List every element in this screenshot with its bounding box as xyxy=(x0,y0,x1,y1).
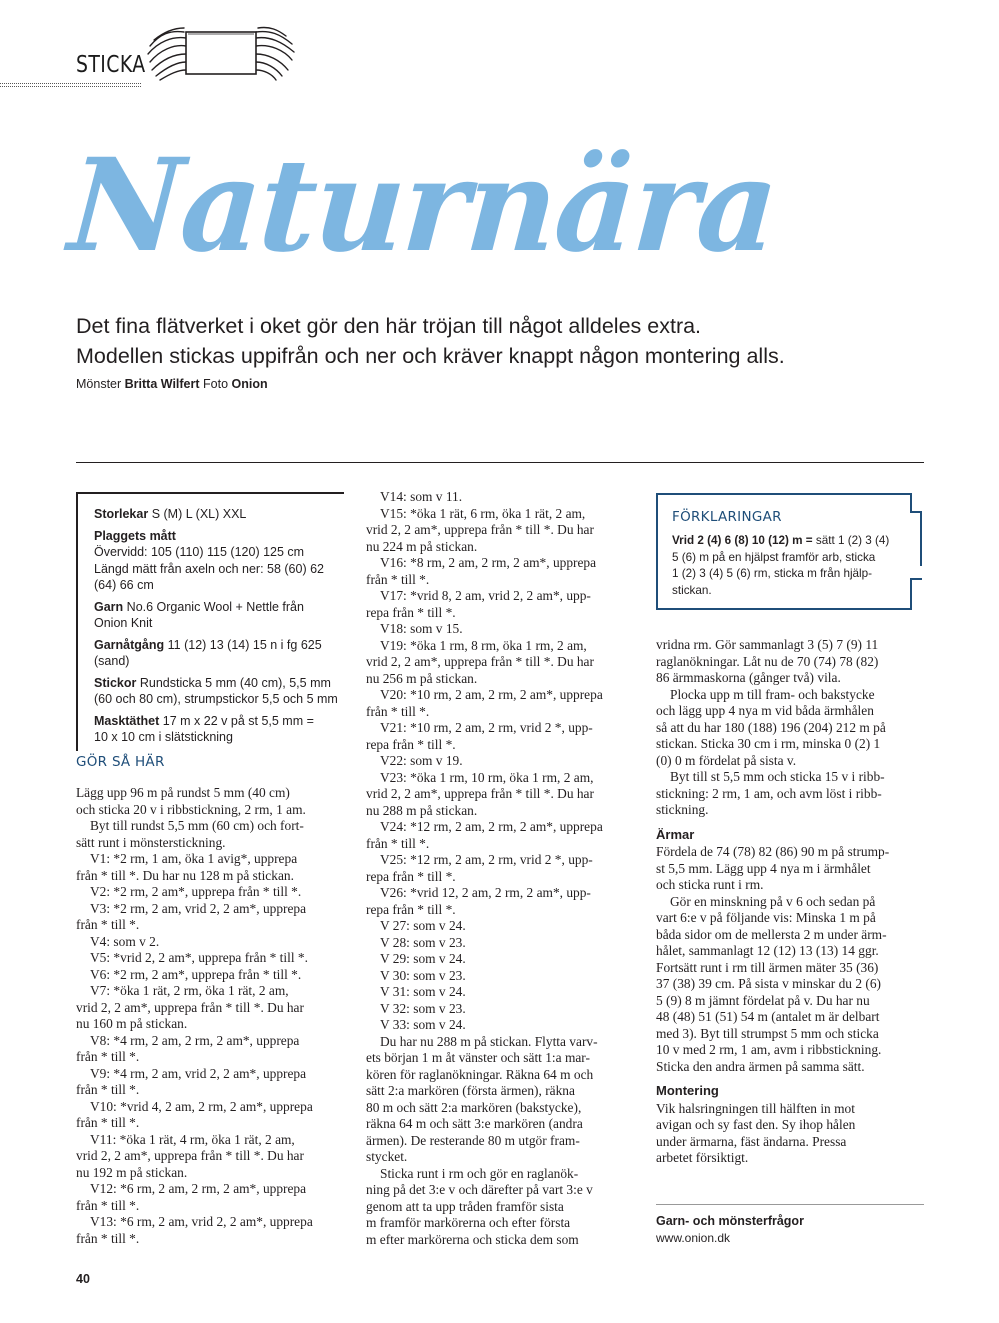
instructions-column-2 xyxy=(366,489,603,1248)
text-line: Gör en minskning på v 6 och sedan på xyxy=(670,893,876,909)
text-line: nu 192 m på stickan. xyxy=(76,1164,188,1180)
contact-url: www.onion.dk xyxy=(656,1231,731,1245)
text-line: hålet, sammanlagt 12 (12) 13 (13) 14 ggr. xyxy=(656,943,879,958)
text-line: V 32: som v 23. xyxy=(380,1000,466,1016)
text-line: nu 224 m på stickan. xyxy=(366,538,478,554)
assembly-heading: Montering xyxy=(656,1083,719,1098)
spec-label: Masktäthet xyxy=(94,713,160,728)
article-credit xyxy=(76,377,268,391)
text-line: Sticka runt i rm och gör en raglanök- xyxy=(380,1165,579,1181)
text-line: V23: *öka 1 rm, 10 rm, öka 1 rm, 2 am, xyxy=(380,769,594,785)
text-line: 86 ärmmaskorna (gånger två) vila. xyxy=(656,670,841,685)
lede-line: Det fina flätverket i oket gör den här tröjan till något alldeles extra. xyxy=(76,314,702,338)
box-edge xyxy=(920,511,922,566)
text-line: från * till *. Du har nu 128 m på stickan. xyxy=(76,867,294,883)
text-line: Byt till rundst 5,5 mm (60 cm) och fort- xyxy=(90,818,304,833)
box-edge xyxy=(910,578,912,610)
text-line: V2: *2 rm, 2 am*, upprepa från * till *. xyxy=(90,884,302,899)
contact-title: Garn- och mönsterfrågor xyxy=(656,1214,804,1228)
text-line: (0) 0 m fördelat på sista v. xyxy=(656,752,797,768)
text-line: från * till *. xyxy=(76,917,140,932)
text-line: Du har nu 288 m på stickan. Flytta varv- xyxy=(380,1033,598,1049)
text-line: repa från * till *. xyxy=(366,736,456,752)
credit-pattern-name: Britta Wilfert xyxy=(124,377,200,391)
specs-top-rule xyxy=(76,492,344,494)
spec-item xyxy=(94,637,344,670)
text-line: V 31: som v 24. xyxy=(380,984,466,999)
spec-label: Plaggets mått xyxy=(94,528,176,543)
text-line: raglanökningar. Låt nu de 70 (74) 78 (82) xyxy=(656,653,879,669)
text-line: båda sidor om de mellersta 2 m under ärm- xyxy=(656,926,887,942)
text-line: stycket. xyxy=(366,1149,408,1164)
explanations-box xyxy=(656,493,910,610)
text-line: V25: *12 rm, 2 am, 2 rm, vrid 2 *, upp- xyxy=(380,852,593,867)
spec-item xyxy=(94,675,344,708)
text-line: 5 (9) 8 m jämnt fördelat på v. Du har nu xyxy=(656,992,870,1008)
text-line: stickan. Sticka 30 cm i rm, minska 0 (2) 1 xyxy=(656,736,881,751)
text-line: vrid 2, 2 am*, upprepa från * till *. Du har xyxy=(76,999,304,1015)
page-number: 40 xyxy=(76,1272,90,1286)
text-line: V18: som v 15. xyxy=(380,621,463,636)
text-line: Fortsätt runt i rm till ärmen mäter 35 (36) xyxy=(656,959,879,975)
text-line: och lägg upp 4 nya m vid båda ärmhålen xyxy=(656,703,874,718)
text-line: från * till *. xyxy=(366,703,430,719)
text-line: nu 256 m på stickan. xyxy=(366,670,478,686)
text-line: från * till *. xyxy=(76,1230,140,1246)
text-line: arbetet försiktigt. xyxy=(656,1150,749,1165)
explanation-text: stickan. xyxy=(672,583,712,597)
text-line: V6: *2 rm, 2 am*, upprepa från * till *. xyxy=(90,966,302,982)
spec-item xyxy=(94,599,344,632)
text-line: ärmen). De resterande 80 m utgör fram- xyxy=(366,1132,580,1148)
text-line: från * till *. xyxy=(366,835,430,851)
text-line: V12: *6 rm, 2 am, 2 rm, 2 am*, upprepa xyxy=(90,1181,307,1196)
text-line: m efter markörerna och sticka dem som xyxy=(366,1231,579,1247)
spec-label: Storlekar xyxy=(94,507,149,521)
howto-heading: GÖR SÅ HÄR xyxy=(76,754,165,770)
text-line: vart 6:e v på följande vis: Minska 1 m på xyxy=(656,910,876,925)
text-line: V 30: som v 23. xyxy=(380,967,466,983)
explanation-text: 1 (2) 3 (4) 5 (6) rm, sticka m från hjälp- xyxy=(672,567,873,580)
article-lede xyxy=(76,311,936,371)
text-line: repa från * till *. xyxy=(366,868,456,884)
box-edge xyxy=(910,578,922,580)
text-line: vrid 2, 2 am*, upprepa från * till *. Du har xyxy=(366,522,594,537)
explanation-text: sätt 1 (2) 3 (4) xyxy=(812,534,890,547)
spec-item xyxy=(94,713,344,746)
spec-label: Stickor xyxy=(94,675,137,690)
text-line: så att du har 180 (188) 196 (204) 212 m på xyxy=(656,719,886,735)
text-line: V21: *10 rm, 2 am, 2 rm, vrid 2 *, upp- xyxy=(380,720,593,735)
credit-photo-name: Onion xyxy=(231,377,268,391)
text-line: V17: *vrid 8, 2 am, vrid 2, 2 am*, upp- xyxy=(380,588,591,603)
text-line: V11: *öka 1 rät, 4 rm, öka 1 rät, 2 am, xyxy=(90,1131,295,1147)
text-line: och sticka runt i rm. xyxy=(656,877,764,892)
text-line: stickning. xyxy=(656,802,709,817)
text-line: avigan och sy fast den. Sy ihop hålen xyxy=(656,1117,856,1132)
text-line: Vik halsringningen till hälften in mot xyxy=(656,1100,855,1116)
spec-item xyxy=(94,528,344,594)
spec-value: Längd mätt från axeln och ner: 58 (60) 62 xyxy=(94,561,325,576)
text-line: V10: *vrid 4, 2 am, 2 rm, 2 am*, upprepa xyxy=(90,1098,313,1114)
explanation-term: Vrid 2 (4) 6 (8) 10 (12) m = xyxy=(672,534,813,547)
text-line: genom att ta upp tråden framför sista xyxy=(366,1198,564,1214)
text-line: ets början 1 m åt vänster och sätt 1:a mar- xyxy=(366,1050,590,1065)
spec-value: S (M) L (XL) XXL xyxy=(151,507,247,521)
spec-value: (64) 66 cm xyxy=(94,578,154,592)
horizontal-divider xyxy=(76,462,924,463)
text-line: V19: *öka 1 rm, 8 rm, öka 1 rm, 2 am, xyxy=(380,637,587,653)
spec-value: No.6 Organic Wool + Nettle från xyxy=(126,599,304,614)
text-line: under ärmarna, fäst ändarna. Pressa xyxy=(656,1133,847,1149)
text-line: V20: *10 rm, 2 am, 2 rm, 2 am*, upprepa xyxy=(380,687,603,702)
instructions-column-3 xyxy=(656,637,889,1167)
text-line: V3: *2 rm, 2 am, vrid 2, 2 am*, upprepa xyxy=(90,900,307,916)
text-line: vrid 2, 2 am*, upprepa från * till *. Du har xyxy=(76,1148,304,1163)
spec-item xyxy=(94,506,344,523)
explanations-title: FÖRKLARINGAR xyxy=(672,509,782,525)
spec-value: Rundsticka 5 mm (40 cm), 5,5 mm xyxy=(139,675,331,690)
text-line: V1: *2 rm, 1 am, öka 1 avig*, upprepa xyxy=(90,851,298,866)
text-line: Byt till st 5,5 mm och sticka 15 v i ribb- xyxy=(670,769,885,784)
spec-value: 11 (12) 13 (14) 15 n i fg 625 (sand) xyxy=(94,637,322,668)
text-line: från * till *. xyxy=(366,571,430,587)
explanations-body xyxy=(672,533,889,599)
text-line: V 29: som v 24. xyxy=(380,951,466,966)
box-edge xyxy=(910,493,912,513)
text-line: Sticka den andra ärmen på samma sätt. xyxy=(656,1058,865,1074)
text-line: 37 (38) 39 cm. På sista v minskar du 2 (6) xyxy=(656,976,882,991)
text-line: 10 v med 2 rm, 1 am, avm i ribbstickning. xyxy=(656,1042,882,1057)
specs-box xyxy=(76,492,344,751)
text-line: V13: *6 rm, 2 am, vrid 2, 2 am*, upprepa xyxy=(90,1214,313,1229)
spec-value: (60 och 80 cm), strumpstickor 5,5 och 5 mm xyxy=(94,692,338,706)
credit-photo-label: Foto xyxy=(203,377,229,391)
section-divider xyxy=(0,83,141,87)
text-line: vrid 2, 2 am*, upprepa från * till *. Du har xyxy=(366,786,594,801)
text-line: 80 m och sätt 2:a markören (bakstycke), xyxy=(366,1099,582,1115)
spec-value: Övervidd: 105 (110) 115 (120) 125 cm xyxy=(94,545,305,559)
text-line: vridna rm. Gör sammanlagt 3 (5) 7 (9) 11 xyxy=(656,637,879,652)
yarn-skein-icon xyxy=(146,26,296,84)
spec-value: Onion Knit xyxy=(94,616,153,630)
text-line: V22: som v 19. xyxy=(380,753,463,768)
text-line: kören för raglanökningar. Räkna 64 m och xyxy=(366,1066,594,1082)
contact-divider xyxy=(656,1204,924,1205)
text-line: räkna 64 m och sätt 3:e markören (andra xyxy=(366,1116,583,1131)
text-line: sätt runt i mönsterstickning. xyxy=(76,834,226,850)
text-line: repa från * till *. xyxy=(366,901,456,917)
text-line: från * till *. xyxy=(76,1082,140,1097)
text-line: vrid 2, 2 am*, upprepa från * till *. Du har xyxy=(366,654,594,669)
text-line: stickning: 2 rm, 1 am, och avm löst i ribb- xyxy=(656,785,882,801)
text-line: repa från * till *. xyxy=(366,604,456,620)
instructions-column-1 xyxy=(76,785,313,1247)
text-line: V24: *12 rm, 2 am, 2 rm, 2 am*, upprepa xyxy=(380,819,603,834)
text-line: sätt 2:a markören (första ärmen), räkna xyxy=(366,1083,575,1098)
text-line: V7: *öka 1 rät, 2 rm, öka 1 rät, 2 am, xyxy=(90,983,289,998)
text-line: V4: som v 2. xyxy=(90,933,160,949)
spec-label: Garnåtgång xyxy=(94,637,165,652)
text-line: Plocka upp m till fram- och bakstycke xyxy=(670,686,875,702)
text-line: Lägg upp 96 m på rundst 5 mm (40 cm) xyxy=(76,785,290,800)
spec-value: 10 x 10 cm i slätstickning xyxy=(94,730,233,744)
text-line: V8: *4 rm, 2 am, 2 rm, 2 am*, upprepa xyxy=(90,1032,300,1048)
text-line: nu 160 m på stickan. xyxy=(76,1016,188,1031)
section-label: STICKA xyxy=(76,52,146,78)
text-line: från * till *. xyxy=(76,1197,140,1213)
credit-pattern-label: Mönster xyxy=(76,377,122,391)
text-line: V14: som v 11. xyxy=(380,489,463,504)
text-line: nu 288 m på stickan. xyxy=(366,802,478,818)
text-line: st 5,5 mm. Lägg upp 4 nya m i ärmhålet xyxy=(656,860,871,876)
text-line: V 33: som v 24. xyxy=(380,1017,466,1032)
text-line: Fördela de 74 (78) 82 (86) 90 m på strump- xyxy=(656,844,890,859)
spec-label: Garn xyxy=(94,599,124,614)
sleeves-heading: Ärmar xyxy=(656,826,695,842)
text-line: V 28: som v 23. xyxy=(380,934,466,950)
text-line: V9: *4 rm, 2 am, vrid 2, 2 am*, upprepa xyxy=(90,1065,307,1081)
spec-value: 17 m x 22 v på st 5,5 mm = xyxy=(162,713,314,728)
text-line: med 3). Byt till strumpst 5 mm och sticka xyxy=(656,1025,879,1041)
lede-line: Modellen stickas uppifrån och ner och kräver knappt någon montering alls. xyxy=(76,344,785,368)
text-line: V5: *vrid 2, 2 am*, upprepa från * till *. xyxy=(90,950,308,965)
text-line: 48 (48) 51 (51) 54 m (antalet m är delbart xyxy=(656,1009,880,1024)
article-title: Naturnära xyxy=(64,131,781,281)
explanation-text: 5 (6) m på en hjälpst framför arb, sticka xyxy=(672,550,876,564)
text-line: och sticka 20 v i ribbstickning, 2 rm, 1 am. xyxy=(76,801,306,817)
text-line: V26: *vrid 12, 2 am, 2 rm, 2 am*, upp- xyxy=(380,885,591,900)
text-line: V15: *öka 1 rät, 6 rm, öka 1 rät, 2 am, xyxy=(380,505,586,521)
text-line: V 27: som v 24. xyxy=(380,918,466,933)
text-line: m framför markörerna och efter första xyxy=(366,1215,571,1230)
text-line: ning på det 3:e v och därefter på vart 3:e v xyxy=(366,1182,593,1197)
text-line: från * till *. xyxy=(76,1049,140,1064)
text-line: V16: *8 rm, 2 am, 2 rm, 2 am*, upprepa xyxy=(380,555,597,570)
text-line: från * till *. xyxy=(76,1115,140,1130)
